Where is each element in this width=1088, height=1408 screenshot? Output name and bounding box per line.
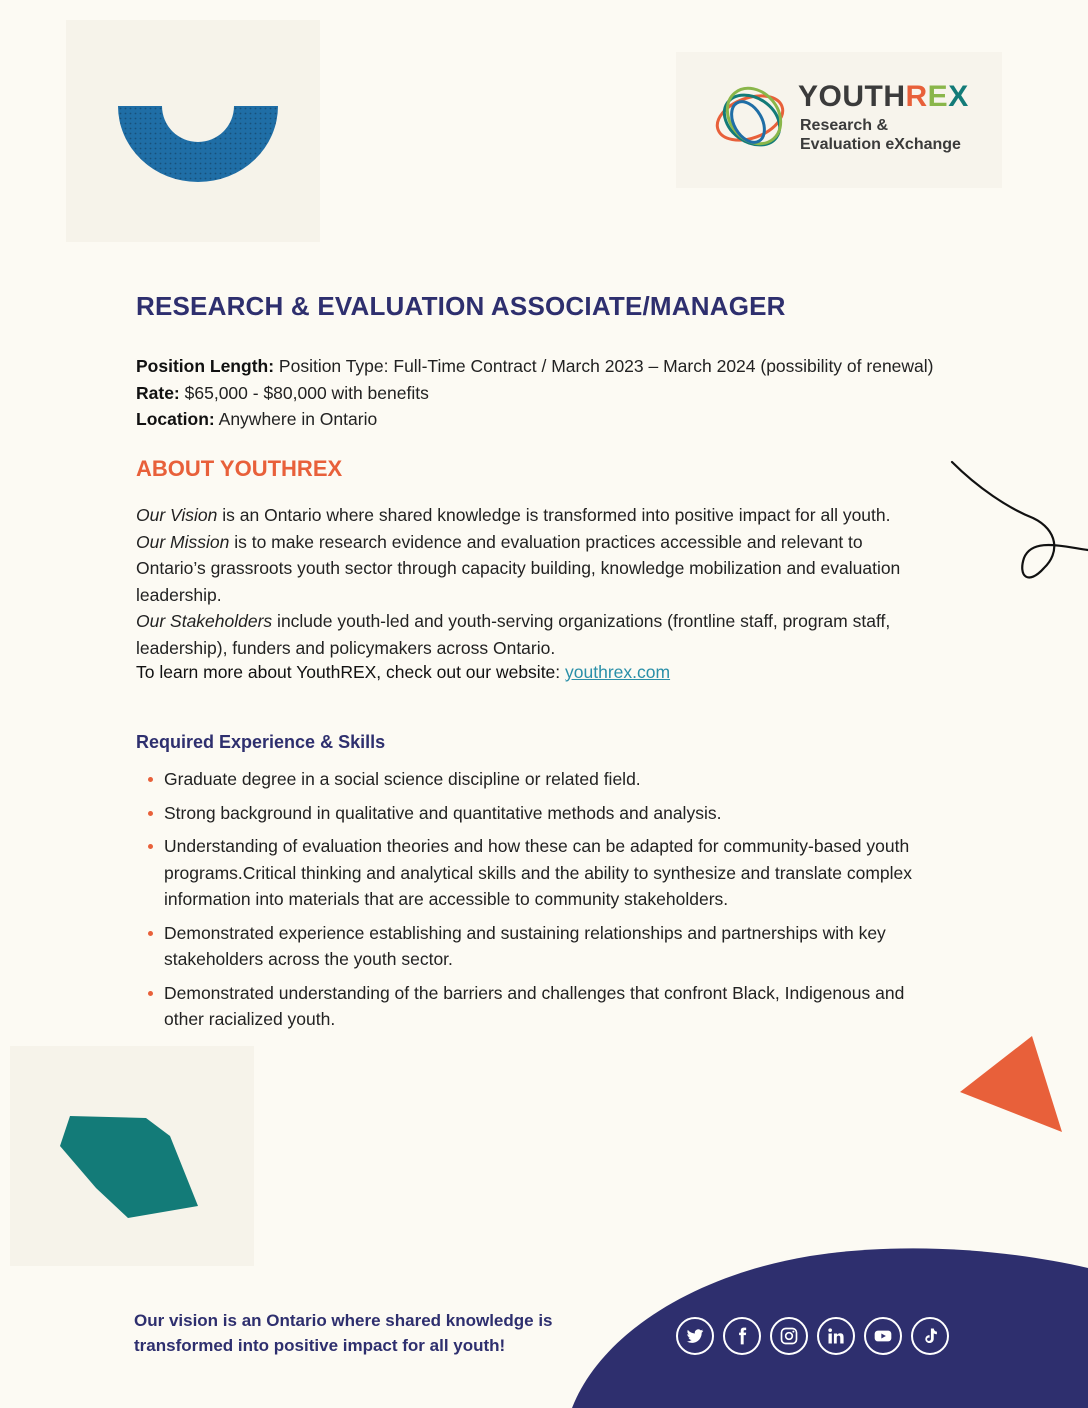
list-item bbox=[136, 980, 936, 1033]
bullet-icon bbox=[148, 844, 153, 849]
position-length-value: Position Type: Full-Time Contract / March 2023 – March 2024 (possibility of renewal) bbox=[274, 356, 934, 376]
rate-label: Rate: bbox=[136, 382, 180, 403]
facebook-icon[interactable] bbox=[723, 1317, 761, 1355]
logo-wordmark bbox=[798, 80, 969, 114]
requirement-text: Demonstrated experience establishing and sustaining relationships and partnerships with key stakeholders across the youth sector. bbox=[164, 922, 886, 969]
requirement-text: Strong background in qualitative and quantitative methods and analysis. bbox=[164, 802, 722, 823]
rate-value: $65,000 - $80,000 with benefits bbox=[179, 382, 429, 403]
logo-rings-icon bbox=[712, 82, 792, 156]
requirements-heading: Required Experience & Skills bbox=[136, 732, 386, 752]
stakeholders-text: include youth-led and youth-serving organizations (frontline staff, program staff, leadership), funders and policymakers across Ontario. bbox=[136, 611, 891, 658]
stakeholders-label: Our Stakeholders bbox=[136, 611, 273, 631]
orange-triangle-decoration bbox=[960, 1034, 1064, 1134]
about-body bbox=[136, 502, 936, 661]
instagram-icon[interactable] bbox=[770, 1317, 808, 1355]
location-label: Location: bbox=[136, 409, 215, 429]
rate-row bbox=[136, 380, 934, 407]
teal-shape-decoration bbox=[58, 1114, 200, 1220]
job-meta bbox=[136, 353, 934, 433]
list-item bbox=[136, 766, 936, 793]
about-heading: ABOUT YOUTHREX bbox=[136, 456, 343, 481]
position-length-label: Position Length: bbox=[136, 356, 275, 376]
footer-tagline: Our vision is an Ontario where shared knowledge is transformed into positive impact for all youth! bbox=[134, 1311, 553, 1355]
location-row bbox=[136, 406, 934, 433]
list-item bbox=[136, 920, 936, 973]
squiggle-line-decoration bbox=[948, 458, 1088, 594]
blue-half-circle-decoration bbox=[118, 106, 278, 184]
list-item bbox=[136, 800, 936, 827]
requirement-text: Understanding of evaluation theories and how these can be adapted for community-based youth programs.Critical thinking and analytical skills and the ability to synthesize and translate complex information into materials that are accessible to community stakeholders. bbox=[164, 836, 913, 909]
tiktok-icon[interactable] bbox=[911, 1317, 949, 1355]
logo-subtitle-line1: Research & bbox=[800, 117, 889, 134]
logo-subtitle-line2: Evaluation eXchange bbox=[800, 136, 961, 153]
logo-word-r: R bbox=[905, 80, 928, 113]
bullet-icon bbox=[148, 777, 153, 782]
page-title: RESEARCH & EVALUATION ASSOCIATE/MANAGER bbox=[136, 291, 786, 321]
learn-more-text: To learn more about YouthREX, check out our website: bbox=[136, 662, 566, 682]
youtube-icon[interactable] bbox=[864, 1317, 902, 1355]
requirement-text: Graduate degree in a social science discipline or related field. bbox=[164, 769, 641, 789]
website-link[interactable]: youthrex.com bbox=[565, 662, 671, 682]
list-item bbox=[136, 833, 936, 913]
location-value: Anywhere in Ontario bbox=[214, 409, 378, 429]
requirement-text: Demonstrated understanding of the barriers and challenges that confront Black, Indigenous and other racialized youth. bbox=[164, 982, 905, 1029]
bullet-icon bbox=[148, 811, 153, 816]
logo-subtitle bbox=[800, 116, 961, 154]
twitter-icon[interactable] bbox=[676, 1317, 714, 1355]
mission-text: is to make research evidence and evaluation practices accessible and relevant to Ontario’s grassroots youth sector through capacity building, knowledge mobilization and evaluation leadership. bbox=[136, 531, 901, 605]
linkedin-icon[interactable] bbox=[817, 1317, 855, 1355]
position-length-row bbox=[136, 353, 934, 380]
youthrex-logo[interactable] bbox=[676, 52, 1002, 188]
requirements-list bbox=[136, 766, 936, 1040]
bullet-icon bbox=[148, 931, 153, 936]
vision-label: Our Vision bbox=[136, 505, 218, 525]
social-links bbox=[676, 1317, 949, 1355]
vision-text: is an Ontario where shared knowledge is transformed into positive impact for all youth. bbox=[217, 505, 891, 525]
logo-word-youth: YOUTH bbox=[798, 80, 906, 113]
learn-more-line bbox=[136, 662, 670, 683]
bullet-icon bbox=[148, 991, 153, 996]
logo-word-x: X bbox=[948, 80, 969, 113]
mission-label: Our Mission bbox=[136, 531, 230, 552]
logo-word-e: E bbox=[927, 80, 949, 113]
